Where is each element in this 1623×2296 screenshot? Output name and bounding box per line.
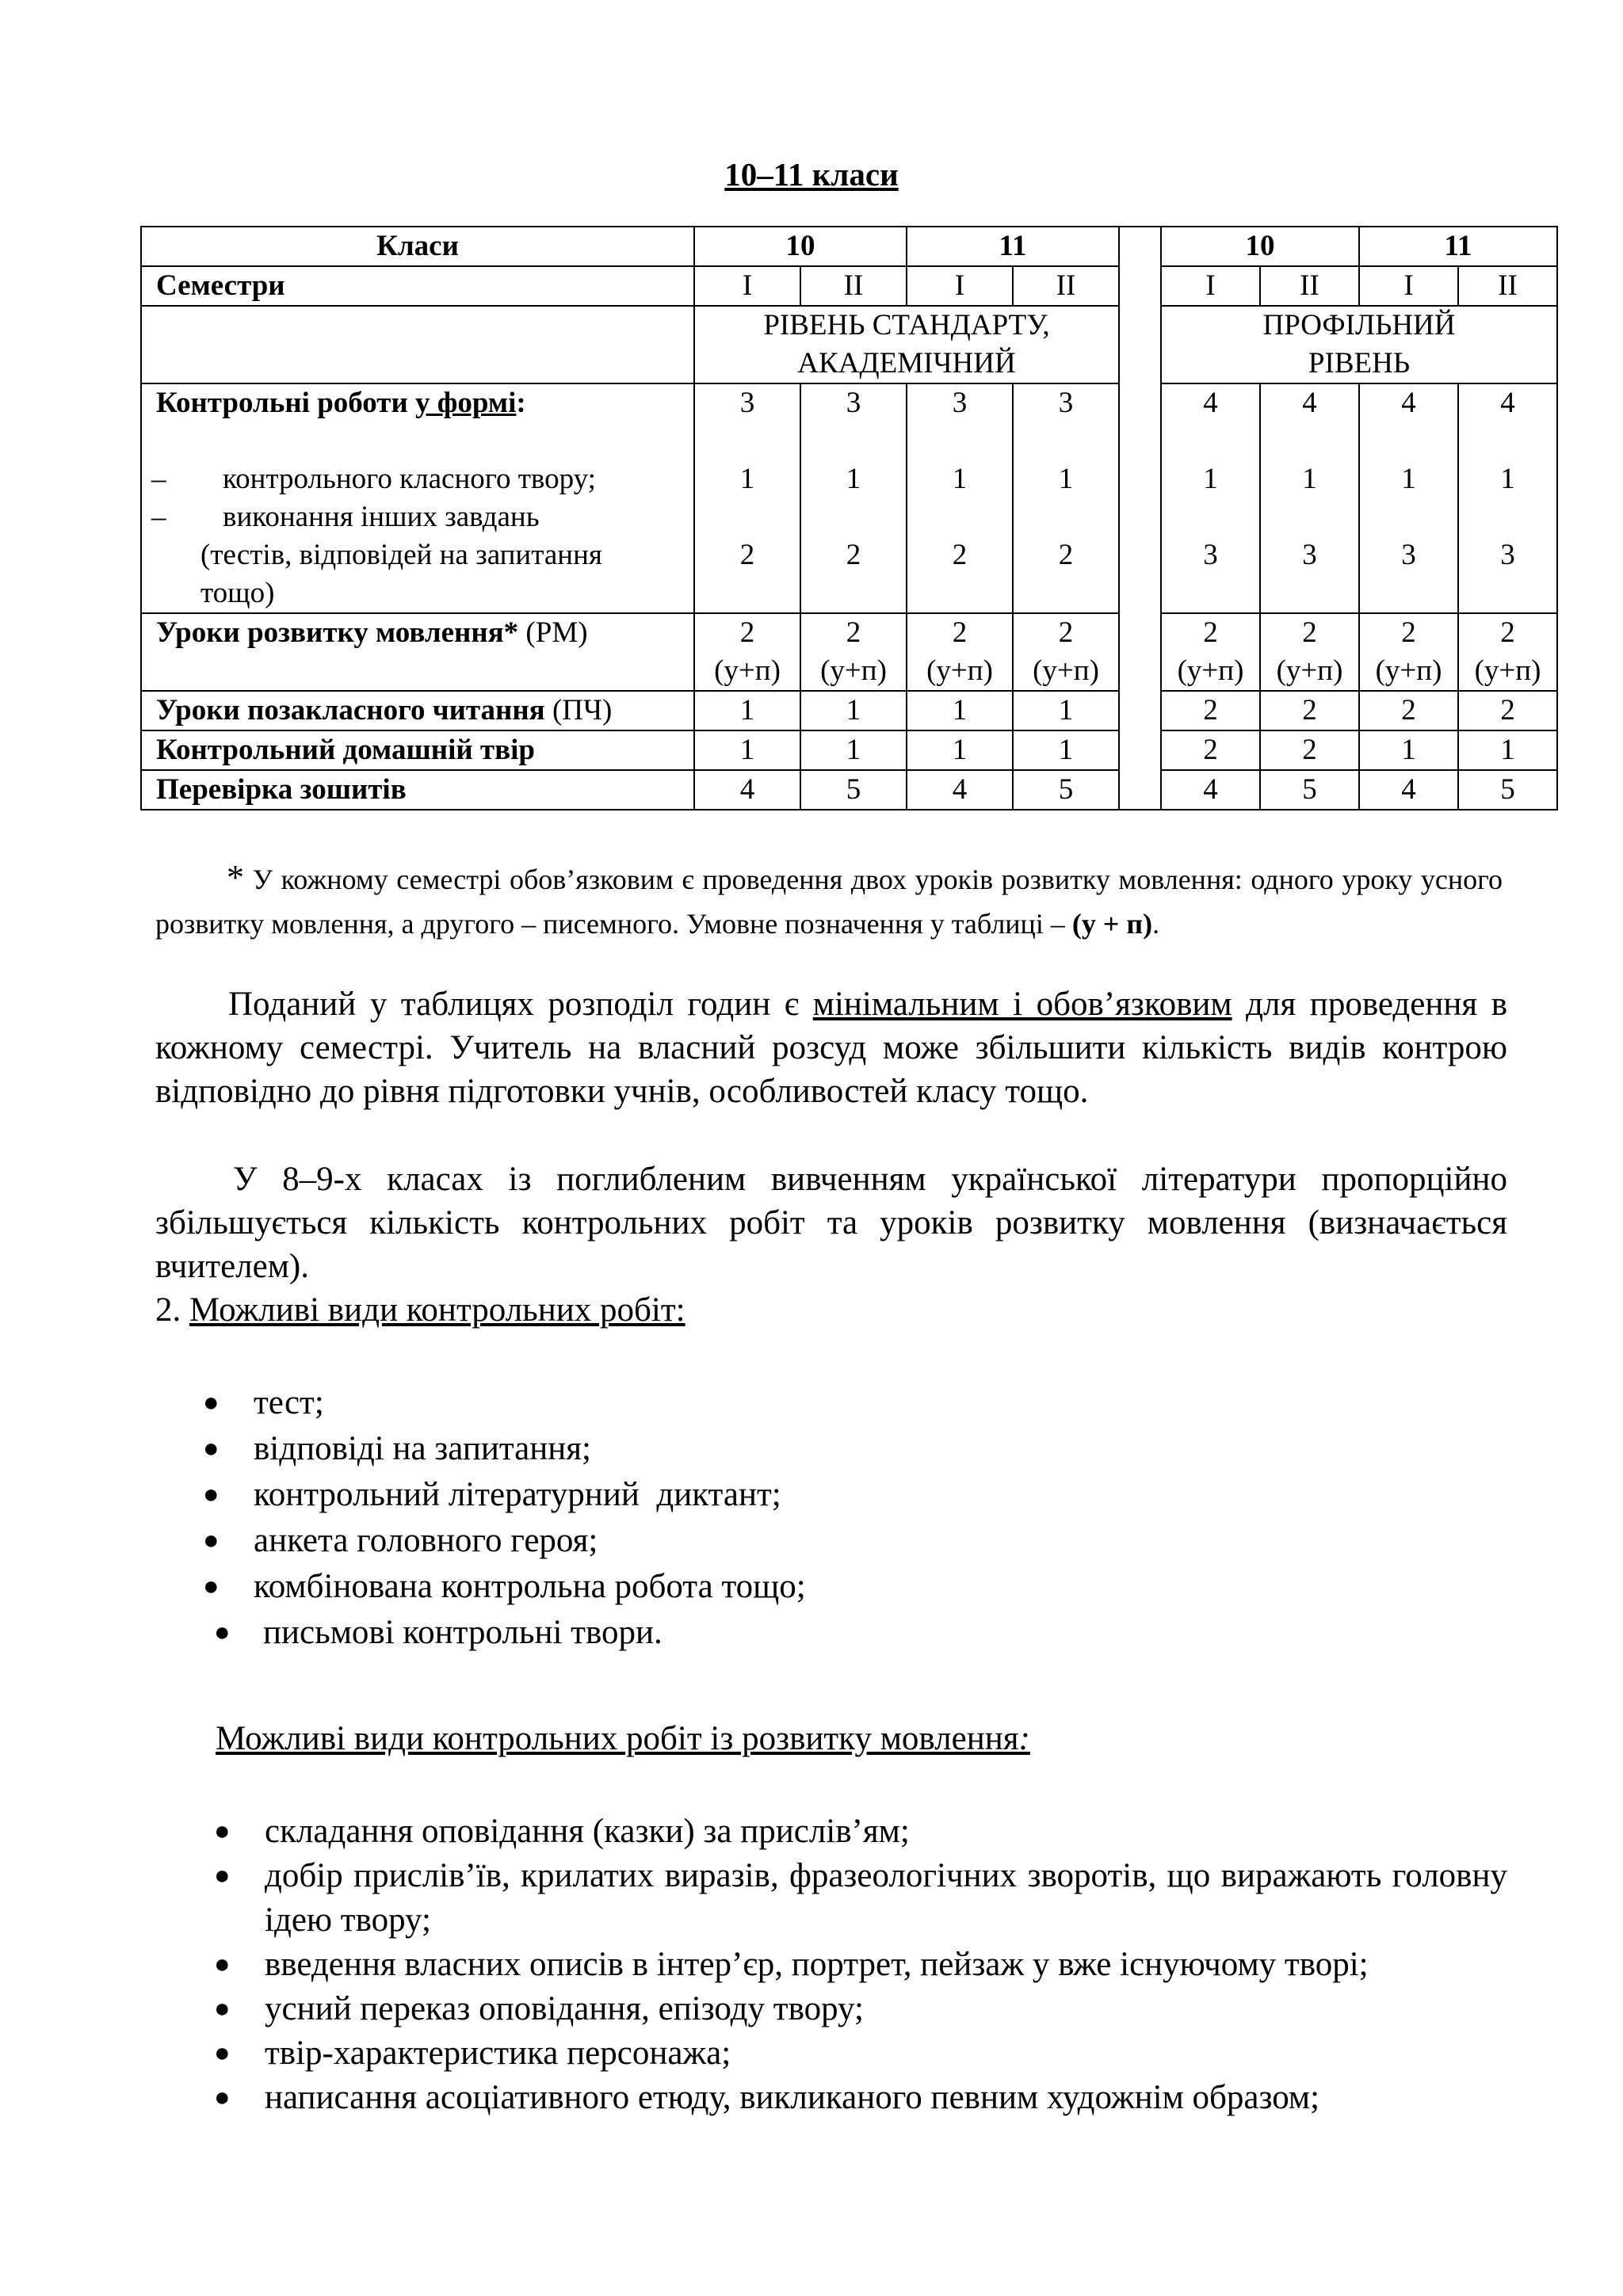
control-works-colon: : <box>516 387 526 419</box>
control-works-values <box>1458 383 1557 613</box>
value-sub2: 3 <box>1500 539 1515 571</box>
paragraph-1 <box>155 982 1507 1113</box>
speech-value <box>907 613 1013 691</box>
speech-value <box>1260 613 1359 691</box>
p1-before: Поданий у таблицях розподіл годин є <box>228 986 813 1023</box>
speech-value <box>1013 613 1119 691</box>
reading-value: 2 <box>1260 691 1359 730</box>
list-item <box>155 1854 1507 1943</box>
semester-cell: II <box>1458 266 1557 306</box>
footnote-star: * <box>227 858 244 897</box>
reading-value: 1 <box>694 691 800 730</box>
value-sub1: 1 <box>846 463 861 495</box>
list-item <box>155 1426 1507 1472</box>
header-classes: Класи <box>141 227 694 266</box>
value-total: 4 <box>1401 387 1416 419</box>
value: 2 <box>1203 616 1218 649</box>
control-works-list <box>155 1380 1507 1656</box>
bullet-icon: ● <box>203 1480 220 1509</box>
note: (у+п) <box>714 654 781 687</box>
list-item <box>155 1810 1507 1854</box>
section-2-title: Можливі види контрольних робіт: <box>189 1291 685 1329</box>
control-works-values <box>907 383 1013 613</box>
sub2-label-cont: (тестів, відповідей на запитання тощо) <box>200 539 602 609</box>
list-item <box>155 1564 1507 1610</box>
class-11-standard: 11 <box>907 227 1119 266</box>
level-profile: ПРОФІЛЬНИЙ РІВЕНЬ <box>1161 306 1557 383</box>
value: 2 <box>846 616 861 649</box>
semester-cell: II <box>1260 266 1359 306</box>
notebooks-value: 5 <box>1260 770 1359 810</box>
sub1-dash: – <box>151 463 166 495</box>
note: (у+п) <box>1177 654 1244 687</box>
bullet-icon: ● <box>214 2039 231 2068</box>
page-title: 10–11 класи <box>724 156 899 193</box>
semester-cell: II <box>1013 266 1119 306</box>
home-essay-value: 1 <box>1359 730 1458 770</box>
control-works-values <box>800 383 907 613</box>
class-10-standard: 10 <box>694 227 907 266</box>
speech-abbrev: (РМ) <box>518 616 588 649</box>
note: (у+п) <box>820 654 887 687</box>
bullet-icon: ● <box>214 1950 231 1979</box>
table-gap <box>1119 227 1161 810</box>
control-works-values <box>1359 383 1458 613</box>
section-2-line <box>155 1288 1507 1332</box>
list-item-text: тест; <box>254 1384 324 1421</box>
bullet-icon: ● <box>203 1434 220 1463</box>
section-2-number: 2. <box>155 1291 189 1329</box>
speech-works-heading-text: Можливі види контрольних робіт із розвитку мовлення <box>216 1720 1019 1757</box>
list-item-text: контрольний літературний диктант; <box>254 1476 781 1513</box>
bullet-icon: ● <box>214 1861 231 1890</box>
bullet-icon: ● <box>214 1817 231 1846</box>
control-works-values <box>694 383 800 613</box>
list-item-text: твір-характеристика персонажа; <box>265 2035 731 2072</box>
value-sub1: 1 <box>739 463 755 495</box>
speech-label <box>141 613 694 691</box>
value-sub1: 1 <box>1302 463 1317 495</box>
notebooks-value: 4 <box>1161 770 1260 810</box>
table-row-levels <box>141 306 1557 383</box>
list-item <box>155 1987 1507 2031</box>
reading-title: Уроки позакласного читання <box>156 694 545 727</box>
sub1-line <box>151 460 689 498</box>
bullet-icon: ● <box>214 2083 231 2112</box>
speech-value <box>800 613 907 691</box>
list-item <box>155 1943 1507 1987</box>
header-semesters: Семестри <box>141 266 694 306</box>
notebooks-value: 5 <box>1013 770 1119 810</box>
value-total: 3 <box>952 387 968 419</box>
note: (у+п) <box>1474 654 1541 687</box>
value-total: 4 <box>1203 387 1218 419</box>
speech-value <box>1458 613 1557 691</box>
speech-value <box>694 613 800 691</box>
reading-value: 2 <box>1161 691 1260 730</box>
footnote-end: . <box>1152 908 1160 940</box>
level-empty-cell <box>141 306 694 383</box>
semester-cell: I <box>1359 266 1458 306</box>
list-item <box>155 1472 1507 1518</box>
speech-value <box>1359 613 1458 691</box>
value-sub1: 1 <box>1203 463 1218 495</box>
footnote-symbol: (у + п) <box>1071 908 1153 940</box>
paragraph-1-text <box>155 982 1507 1113</box>
notebooks-label: Перевірка зошитів <box>141 770 694 810</box>
table-row-home-essay <box>141 730 1557 770</box>
note: (у+п) <box>926 654 993 687</box>
value-sub2: 3 <box>1401 539 1416 571</box>
p1-underlined: мінімальним і обов’язковим <box>812 986 1232 1023</box>
section-2-heading <box>155 1288 1507 1332</box>
hours-table <box>140 226 1558 810</box>
home-essay-value: 1 <box>1013 730 1119 770</box>
value-total: 4 <box>1302 387 1317 419</box>
control-works-values <box>1013 383 1119 613</box>
value-sub2: 2 <box>846 539 861 571</box>
paragraph-2-text: У 8–9-х класах із поглибленим вивченням української літератури пропорційно збільшується кількість контрольних робіт та уроків розвитку мовлення (визначається вчителем). <box>155 1161 1507 1285</box>
bullet-icon: ● <box>214 1618 231 1647</box>
sub1-label: контрольного класного твору; <box>223 463 596 495</box>
list-item-text: письмові контрольні твори. <box>263 1614 663 1651</box>
home-essay-value: 1 <box>694 730 800 770</box>
list-item-text: складання оповідання (казки) за прислів’ям; <box>265 1813 910 1850</box>
speech-works-heading-colon: : <box>1018 1720 1030 1757</box>
list-item <box>155 1380 1507 1426</box>
list-item-text: відповіді на запитання; <box>254 1430 591 1467</box>
value-sub2: 2 <box>739 539 755 571</box>
value-sub2: 3 <box>1302 539 1317 571</box>
home-essay-value: 2 <box>1260 730 1359 770</box>
value-sub1: 1 <box>952 463 968 495</box>
list-item <box>155 1518 1507 1564</box>
bullet-icon: ● <box>203 1526 220 1555</box>
table-row-speech <box>141 613 1557 691</box>
value-sub2: 2 <box>952 539 968 571</box>
speech-works-list <box>155 1810 1507 2120</box>
footnote-text <box>155 856 1503 946</box>
note: (у+п) <box>1276 654 1343 687</box>
list-item-text: написання асоціативного етюду, викликаного певним художнім образом; <box>265 2079 1320 2116</box>
control-works-values <box>1161 383 1260 613</box>
speech-value <box>1161 613 1260 691</box>
value: 2 <box>1058 616 1074 649</box>
class-10-profile: 10 <box>1161 227 1359 266</box>
table-row-notebooks <box>141 770 1557 810</box>
home-essay-value: 1 <box>907 730 1013 770</box>
control-works-title: Контрольні роботи <box>156 387 416 419</box>
notebooks-value: 4 <box>1359 770 1458 810</box>
value-total: 3 <box>846 387 861 419</box>
reading-value: 1 <box>800 691 907 730</box>
level-standard: РІВЕНЬ СТАНДАРТУ, АКАДЕМІЧНИЙ <box>694 306 1119 383</box>
list-item <box>155 2076 1507 2120</box>
reading-value: 1 <box>1013 691 1119 730</box>
bullet-icon: ● <box>203 1388 220 1417</box>
reading-value: 1 <box>907 691 1013 730</box>
reading-value: 2 <box>1359 691 1458 730</box>
table-row-reading <box>141 691 1557 730</box>
footnote-body: У кожному семестрі обов’язковим є проведення двох уроків розвитку мовлення: одного уроку усного розвитку мовлення, а другого – писемного. Умовне позначення у таблиці – <box>155 864 1503 940</box>
home-essay-label: Контрольний домашній твір <box>141 730 694 770</box>
notebooks-value: 5 <box>1458 770 1557 810</box>
paragraph-2 <box>155 1158 1507 1288</box>
speech-works-heading <box>216 1719 1030 1758</box>
semester-cell: I <box>907 266 1013 306</box>
list-item-text: усний переказ оповідання, епізоду твору; <box>265 1990 864 2027</box>
semester-cell: II <box>800 266 907 306</box>
reading-abbrev: (ПЧ) <box>544 694 613 727</box>
note: (у+п) <box>1033 654 1099 687</box>
list-item-text: введення власних описів в інтер’єр, портрет, пейзаж у вже існуючому творі; <box>265 1946 1369 1983</box>
sub2-dash: – <box>151 501 166 533</box>
class-11-profile: 11 <box>1359 227 1557 266</box>
notebooks-value: 5 <box>800 770 907 810</box>
bullet-icon: ● <box>203 1572 220 1601</box>
table-row-classes <box>141 227 1557 266</box>
footnote <box>155 856 1503 946</box>
control-works-values <box>1260 383 1359 613</box>
home-essay-value: 1 <box>800 730 907 770</box>
value: 2 <box>739 616 755 649</box>
value: 2 <box>1401 616 1416 649</box>
control-works-label <box>141 383 694 613</box>
sub2-label: виконання інших завдань <box>223 501 540 533</box>
value: 2 <box>1302 616 1317 649</box>
value: 2 <box>1500 616 1515 649</box>
speech-title: Уроки розвитку мовлення* <box>156 616 519 649</box>
semester-cell: I <box>1161 266 1260 306</box>
home-essay-value: 1 <box>1458 730 1557 770</box>
value-sub1: 1 <box>1500 463 1515 495</box>
reading-value: 2 <box>1458 691 1557 730</box>
list-item <box>155 1610 1507 1656</box>
value-total: 3 <box>739 387 755 419</box>
control-works-form: у формі <box>415 387 517 419</box>
semester-cell: I <box>694 266 800 306</box>
value-sub2: 3 <box>1203 539 1218 571</box>
list-item-text: комбінована контрольна робота тощо; <box>254 1568 806 1605</box>
sub2-line <box>151 498 689 536</box>
notebooks-value: 4 <box>907 770 1013 810</box>
value-sub2: 2 <box>1058 539 1074 571</box>
notebooks-value: 4 <box>694 770 800 810</box>
bullet-icon: ● <box>214 1994 231 2023</box>
value: 2 <box>952 616 968 649</box>
note: (у+п) <box>1375 654 1442 687</box>
value-total: 4 <box>1500 387 1515 419</box>
value-sub1: 1 <box>1401 463 1416 495</box>
p1-after: для проведення в кожному семестрі. Учитель на власний розсуд може збільшити кількість видів контрою відповідно до рівня підготовки учнів, особливостей класу тощо. <box>155 986 1508 1110</box>
home-essay-value: 2 <box>1161 730 1260 770</box>
list-item <box>155 2031 1507 2076</box>
list-item-text: добір прислів’їв, крилатих виразів, фразеологічних зворотів, що виражають головну ідею твору; <box>265 1857 1507 1939</box>
reading-label <box>141 691 694 730</box>
value-sub1: 1 <box>1058 463 1074 495</box>
table-row-semesters <box>141 266 1557 306</box>
value-total: 3 <box>1058 387 1074 419</box>
table-row-control-works <box>141 383 1557 613</box>
list-item-text: анкета головного героя; <box>254 1522 598 1559</box>
